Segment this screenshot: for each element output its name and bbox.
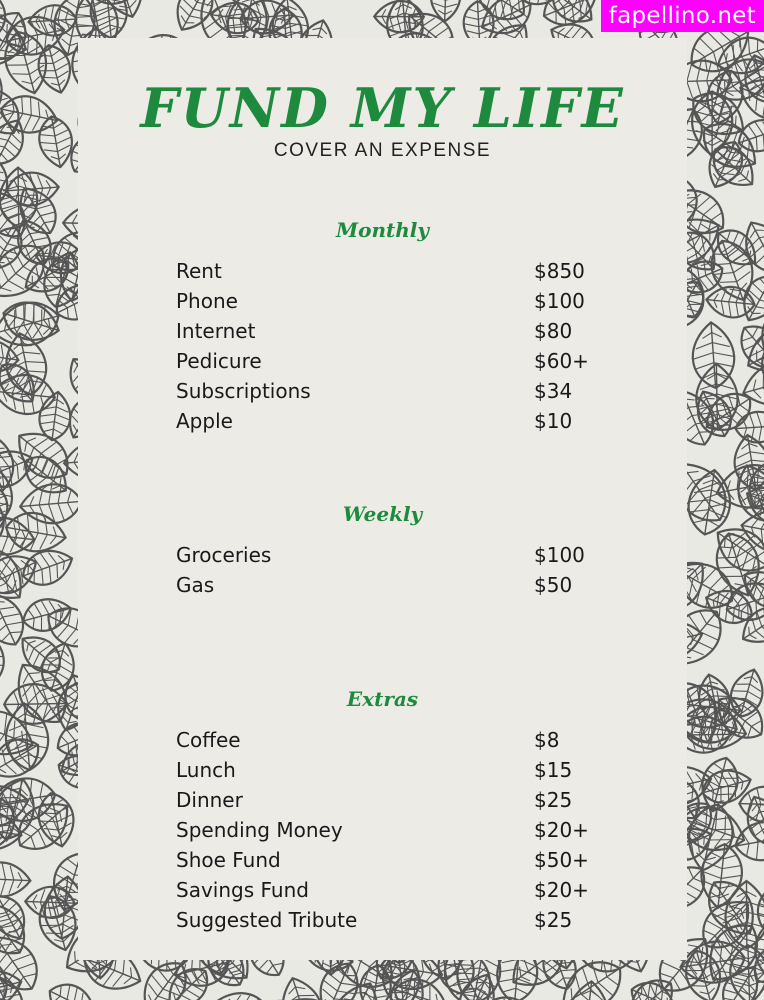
section-title: Weekly — [342, 502, 423, 526]
leaf-shape — [94, 0, 151, 23]
menu-card — [78, 38, 687, 960]
leaf-shape — [374, 1, 424, 33]
expense-item — [78, 540, 687, 570]
expense-item — [78, 376, 687, 406]
expense-price: $10 — [534, 409, 573, 433]
leaf-shape — [3, 509, 69, 557]
expense-price: $20+ — [534, 818, 589, 842]
expense-label: Lunch — [176, 758, 236, 782]
expense-label: Gas — [176, 573, 215, 597]
expense-label: Internet — [176, 319, 256, 343]
section-monthly — [78, 218, 687, 436]
expense-item — [78, 570, 687, 600]
expense-label: Suggested Tribute — [176, 908, 358, 932]
expense-price: $80 — [534, 319, 573, 343]
leaf-shape — [621, 971, 681, 1000]
section-title: Monthly — [335, 218, 430, 242]
leaf-shape — [9, 214, 58, 271]
leaf-shape — [19, 593, 75, 636]
expense-label: Rent — [176, 259, 222, 283]
leaf-shape — [698, 842, 745, 910]
expense-label: Phone — [176, 289, 238, 313]
leaf-shape — [0, 113, 32, 170]
expense-item — [78, 845, 687, 875]
expense-item — [78, 905, 687, 935]
leaf-shape — [209, 985, 276, 1000]
leaf-shape — [430, 0, 461, 22]
expense-label: Shoe Fund — [176, 848, 281, 872]
expense-label: Coffee — [176, 728, 241, 752]
expense-label: Savings Fund — [176, 878, 309, 902]
expense-item — [78, 725, 687, 755]
page-title: FUND MY LIFE — [140, 76, 625, 140]
expense-label: Pedicure — [176, 349, 262, 373]
expense-price: $25 — [534, 788, 573, 812]
leaf-shape — [0, 296, 64, 348]
leaf-shape — [0, 861, 31, 897]
expense-price: $100 — [534, 289, 585, 313]
expense-item — [78, 346, 687, 376]
expense-label: Subscriptions — [176, 379, 311, 403]
expense-price: $34 — [534, 379, 573, 403]
watermark-label: fapellino.net — [601, 0, 764, 32]
leaf-shape — [690, 321, 736, 389]
section-weekly — [78, 502, 687, 600]
page-subtitle: COVER AN EXPENSE — [273, 140, 492, 161]
expense-label: Apple — [176, 409, 233, 433]
expense-price: $50+ — [534, 848, 589, 872]
expense-item — [78, 785, 687, 815]
expense-item — [78, 286, 687, 316]
expense-label: Spending Money — [176, 818, 343, 842]
leaf-shape — [0, 671, 1, 725]
expense-price: $20+ — [534, 878, 589, 902]
expense-item — [78, 316, 687, 346]
section-extras — [78, 687, 687, 935]
expense-item — [78, 755, 687, 785]
expense-price: $850 — [534, 259, 585, 283]
expense-price: $25 — [534, 908, 573, 932]
leaf-shape — [735, 410, 764, 444]
leaf-shape — [537, 0, 602, 32]
expense-item — [78, 815, 687, 845]
expense-label: Dinner — [176, 788, 243, 812]
leaf-shape — [739, 786, 764, 823]
expense-price: $8 — [534, 728, 560, 752]
expense-price: $100 — [534, 543, 585, 567]
expense-price: $60+ — [534, 349, 589, 373]
expense-price: $15 — [534, 758, 573, 782]
expense-item — [78, 875, 687, 905]
expense-price: $50 — [534, 573, 573, 597]
section-title: Extras — [346, 687, 419, 711]
leaf-shape — [0, 356, 44, 411]
expense-item — [78, 256, 687, 286]
expense-label: Groceries — [176, 543, 272, 567]
expense-item — [78, 406, 687, 436]
